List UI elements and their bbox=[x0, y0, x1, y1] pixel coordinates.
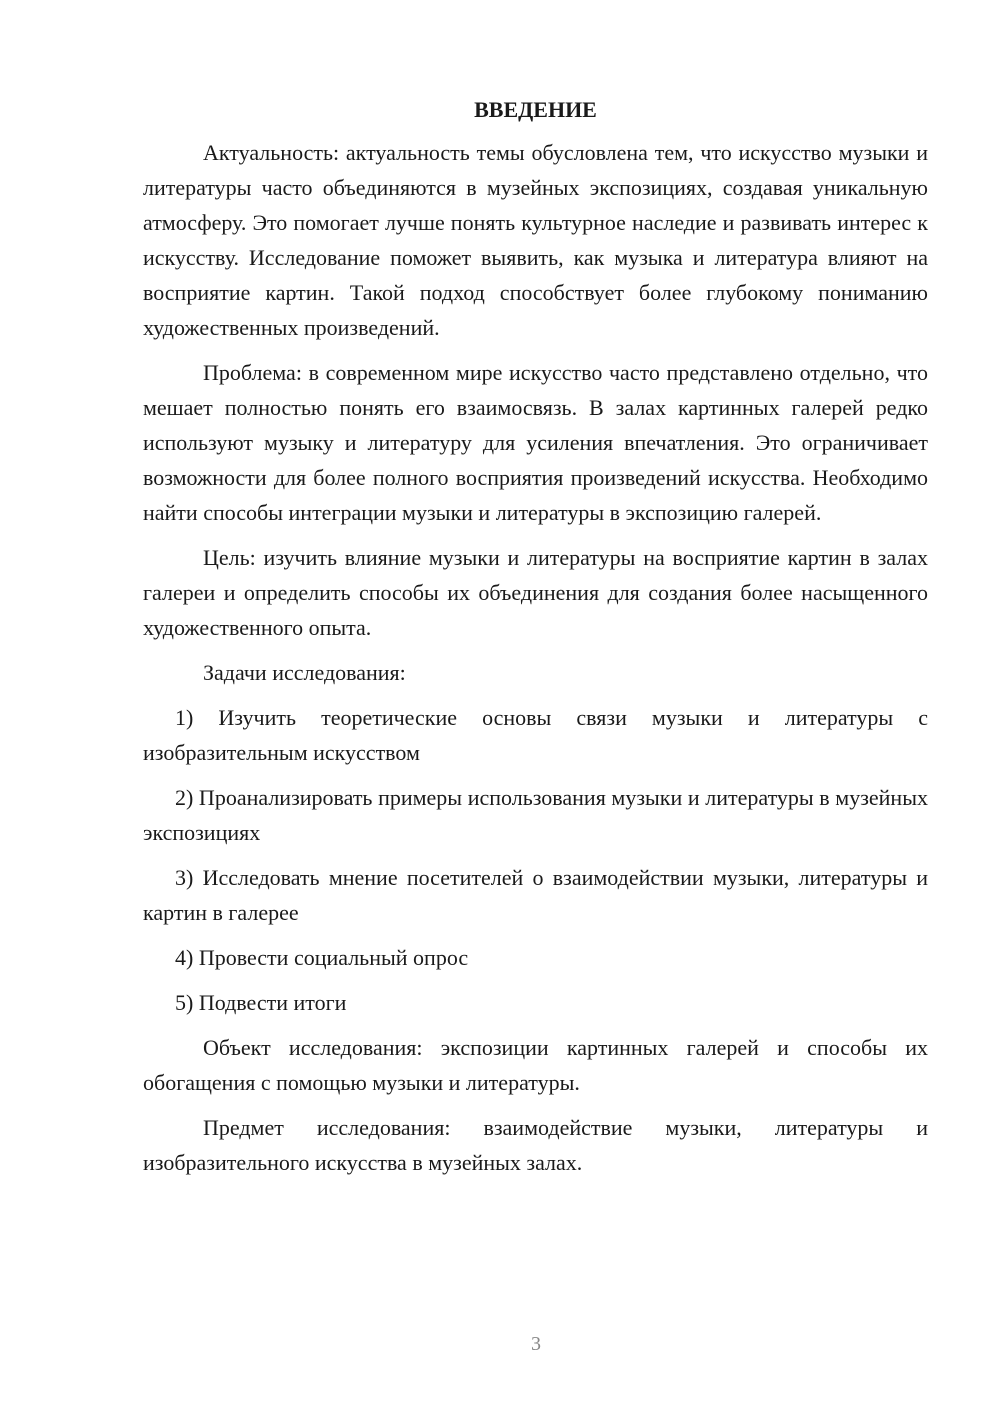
page-title: ВВЕДЕНИЕ bbox=[474, 97, 597, 122]
goal-paragraph: Цель: изучить влияние музыки и литературы на восприятие картин в залах галереи и определить способы их объединения для создания более насыщенного художественного опыта. bbox=[143, 545, 928, 640]
task-item-1: 1) Изучить теоретические основы связи музыки и литературы с изобразительным искусством bbox=[143, 705, 928, 765]
problem-paragraph: Проблема: в современном мире искусство часто представлено отдельно, что мешает полностью понять его взаимосвязь. В залах картинных галерей редко используют музыку и литературу для усиления впечатления. Это ограничивает возможности для более полного восприятия произведений искусства. Необходимо найти способы интеграции музыки и литературы в экспозицию галерей. bbox=[143, 360, 928, 525]
task-item-3: 3) Исследовать мнение посетителей о взаимодействии музыки, литературы и картин в галерее bbox=[143, 865, 928, 925]
task-item-5: 5) Подвести итоги bbox=[175, 990, 347, 1015]
document-body bbox=[143, 95, 928, 1190]
subject-paragraph: Предмет исследования: взаимодействие музыки, литературы и изобразительного искусства в музейных залах. bbox=[143, 1115, 928, 1175]
task-item-4: 4) Провести социальный опрос bbox=[175, 945, 469, 970]
page-number: 3 bbox=[531, 1333, 541, 1355]
relevance-paragraph: Актуальность: актуальность темы обусловлена тем, что искусство музыки и литературы часто объединяются в музейных экспозициях, создавая уникальную атмосферу. Это помогает лучше понять культурное наследие и развивать интерес к искусству. Исследование поможет выявить, как музыка и литература влияют на восприятие картин. Такой подход способствует более глубокому пониманию художественных произведений. bbox=[143, 140, 928, 340]
tasks-heading: Задачи исследования: bbox=[203, 660, 406, 685]
object-paragraph: Объект исследования: экспозиции картинных галерей и способы их обогащения с помощью музыки и литературы. bbox=[143, 1035, 928, 1095]
task-item-2: 2) Проанализировать примеры использования музыки и литературы в музейных экспозициях bbox=[143, 785, 928, 845]
